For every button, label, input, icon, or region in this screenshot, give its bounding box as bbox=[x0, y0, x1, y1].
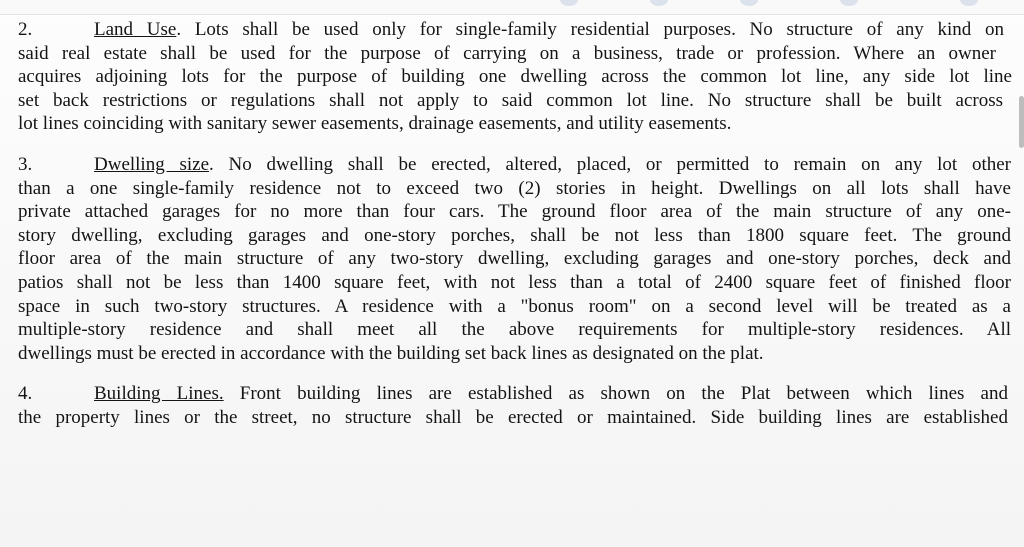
section-line: multiple-story residence and shall meet all the above requirements for multiple-story residences. All bbox=[18, 319, 1011, 341]
section-line: floor area of the main structure of any two-story dwelling, excluding garages and one-story porches, deck and bbox=[18, 248, 1011, 270]
section-line: private attached garages for no more than four cars. The ground floor area of the main structure of any one- bbox=[18, 201, 1011, 223]
section-heading: Land Use bbox=[94, 19, 177, 40]
edge-mark bbox=[960, 0, 978, 6]
section-number: 3. bbox=[18, 153, 33, 175]
section-heading: Building Lines. bbox=[94, 383, 224, 405]
section-text: Front building lines are established as shown on the Plat between which lines and bbox=[223, 383, 1008, 405]
section-line: set back restrictions or regulations shall not apply to said common lot line. No structure shall be built across bbox=[18, 89, 1003, 111]
section-text: . No dwelling shall be erected, altered, placed, or permitted to remain on any lot other bbox=[209, 153, 1011, 175]
section-first-line bbox=[18, 18, 1004, 42]
section-first-line bbox=[18, 153, 1011, 177]
edge-mark bbox=[840, 0, 858, 6]
scrollbar-thumb[interactable] bbox=[1019, 96, 1024, 148]
top-edge bbox=[0, 0, 1024, 15]
section-line: lot lines coinciding with sanitary sewer easements, drainage easements, and utility easements. bbox=[18, 113, 732, 135]
section-line: than a one single-family residence not to exceed two (2) stories in height. Dwellings on all lots shall have bbox=[18, 177, 1011, 199]
section-line: said real estate shall be used for the purpose of carrying on a business, trade or profession. Where an owner bbox=[18, 42, 996, 64]
section-text: . Lots shall be used only for single-family residential purposes. No structure of any kind on bbox=[176, 19, 1004, 40]
section-heading: Dwelling size bbox=[94, 153, 210, 175]
section-building-lines bbox=[18, 382, 1014, 429]
section-line: patios shall not be less than 1400 square feet, with not less than a total of 2400 square feet of finished floor bbox=[18, 271, 1011, 293]
section-number: 2. bbox=[18, 19, 33, 40]
section-number: 4. bbox=[18, 383, 33, 405]
section-line: story dwelling, excluding garages and one-story porches, shall be not less than 1800 square feet. The ground bbox=[18, 224, 1011, 246]
section-line: acquires adjoining lots for the purpose of building one dwelling across the common lot line, any side lot line bbox=[18, 66, 1012, 88]
edge-mark bbox=[650, 0, 668, 6]
section-dwelling-size bbox=[18, 153, 1014, 365]
section-line: space in such two-story structures. A residence with a "bonus room" on a second level will be treated as a bbox=[18, 295, 1011, 317]
section-land-use bbox=[18, 18, 1014, 136]
document-body bbox=[18, 18, 1014, 447]
section-line: dwellings must be erected in accordance with the building set back lines as designated on the plat. bbox=[18, 342, 764, 364]
edge-mark bbox=[560, 0, 578, 6]
section-first-line bbox=[18, 382, 1008, 406]
section-line: the property lines or the street, no structure shall be erected or maintained. Side building lines are established bbox=[18, 406, 1008, 428]
edge-mark bbox=[740, 0, 758, 6]
